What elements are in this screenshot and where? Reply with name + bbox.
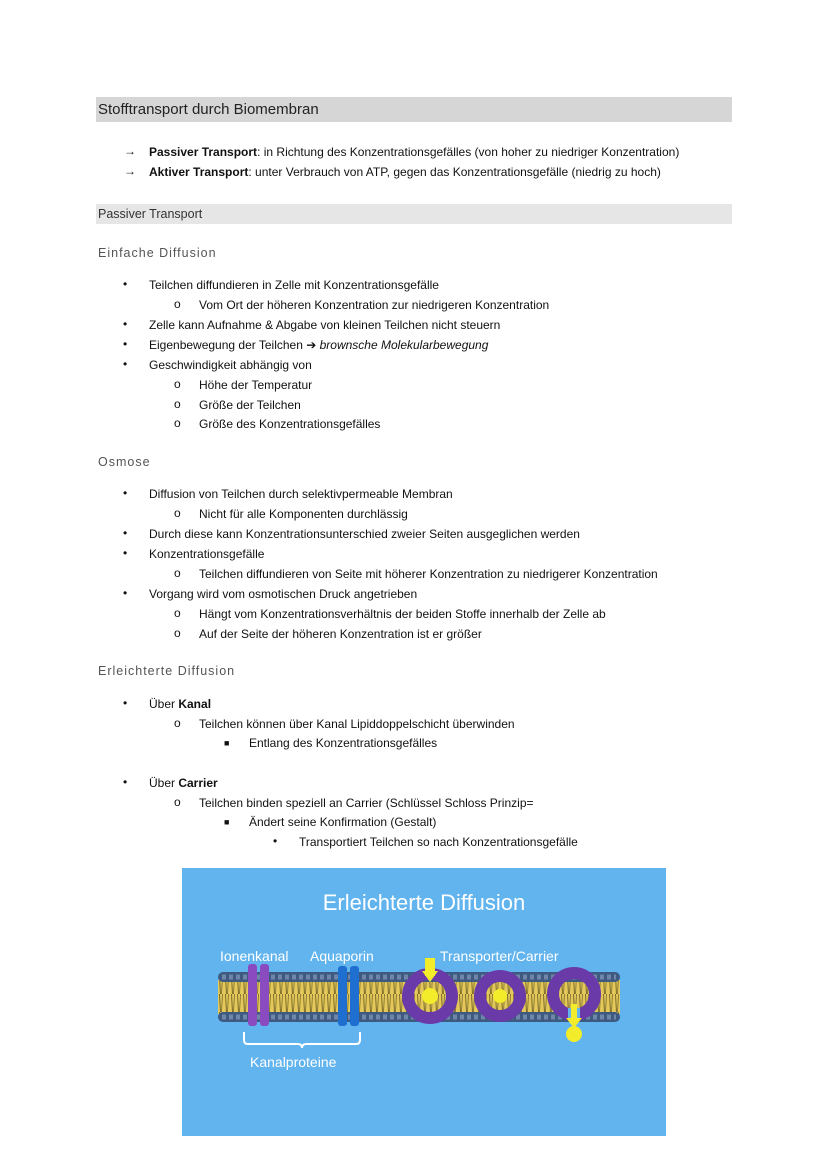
intro-aktiv: Aktiver Transport: unter Verbrauch von ATP, gegen das Konzentrationsgefälle (niedrig zu hoch): [149, 165, 661, 179]
list-item: Vom Ort der höheren Konzentration zur niedrigeren Konzentration: [199, 298, 550, 312]
list-item: Über Carrier: [149, 776, 218, 790]
list-item: Nicht für alle Komponenten durchlässig: [199, 507, 408, 521]
list-item: Größe der Teilchen: [199, 398, 301, 412]
list-item: Diffusion von Teilchen durch selektivpermeable Membran: [149, 487, 453, 501]
bullet-icon: •: [123, 775, 128, 789]
subheading-erleichterte-diffusion: Erleichterte Diffusion: [98, 664, 236, 678]
list-item: Teilchen diffundieren von Seite mit höherer Konzentration zu niedrigerer Konzentration: [199, 567, 658, 581]
label-ionenkanal: Ionenkanal: [220, 948, 289, 964]
circle-bullet-icon: o: [174, 297, 181, 311]
label-aquaporin: Aquaporin: [310, 948, 374, 964]
bullet-icon: •: [123, 546, 128, 560]
list-item: Durch diese kann Konzentrationsunterschied zweier Seiten ausgeglichen werden: [149, 527, 580, 541]
figure-title: Erleichterte Diffusion: [322, 890, 526, 915]
list-item: Teilchen können über Kanal Lipiddoppelschicht überwinden: [199, 717, 515, 731]
label-kanalproteine: Kanalproteine: [250, 1054, 337, 1070]
list-item: Zelle kann Aufnahme & Abgabe von kleinen Teilchen nicht steuern: [149, 318, 501, 332]
carrier-closed-icon: [480, 976, 520, 1016]
circle-bullet-icon: o: [174, 506, 181, 520]
list-item: Teilchen binden speziell an Carrier (Schlüssel Schloss Prinzip=: [199, 796, 534, 810]
section-heading: Passiver Transport: [96, 204, 732, 224]
bullet-icon: •: [123, 337, 128, 351]
bullet-icon: •: [123, 526, 128, 540]
membrane-diagram: [182, 868, 666, 1136]
list-item: Transportiert Teilchen so nach Konzentrationsgefälle: [299, 835, 578, 849]
circle-bullet-icon: o: [174, 397, 181, 411]
label-transporter: Transporter/Carrier: [440, 948, 559, 964]
bullet-icon: •: [123, 357, 128, 371]
circle-bullet-icon: o: [174, 795, 181, 809]
bracket-icon: [244, 1032, 360, 1048]
circle-bullet-icon: o: [174, 566, 181, 580]
bullet-icon: •: [123, 696, 128, 710]
circle-bullet-icon: o: [174, 416, 181, 430]
list-item: Entlang des Konzentrationsgefälles: [249, 736, 438, 750]
list-item: Über Kanal: [149, 697, 212, 711]
circle-bullet-icon: o: [174, 606, 181, 620]
arrow-icon: →: [124, 164, 136, 178]
circle-bullet-icon: o: [174, 716, 181, 730]
bullet-icon: •: [123, 586, 128, 600]
circle-bullet-icon: o: [174, 626, 181, 640]
diffusion-figure: [182, 868, 666, 1136]
page-title: Stofftransport durch Biomembran: [96, 97, 732, 122]
subheading-einfache-diffusion: Einfache Diffusion: [98, 246, 217, 260]
list-item: Ändert seine Konfirmation (Gestalt): [249, 815, 437, 829]
subheading-osmose: Osmose: [98, 455, 151, 469]
list-item: Hängt vom Konzentrationsverhältnis der beiden Stoffe innerhalb der Zelle ab: [199, 607, 606, 621]
square-bullet-icon: ■: [224, 817, 230, 827]
list-item: Auf der Seite der höheren Konzentration ist er größer: [199, 627, 482, 641]
list-item: Höhe der Temperatur: [199, 378, 313, 392]
arrow-right-icon: ➔: [306, 338, 320, 352]
bullet-icon: •: [123, 317, 128, 331]
list-item: Größe des Konzentrationsgefälles: [199, 417, 381, 431]
list-item: Vorgang wird vom osmotischen Druck angetrieben: [149, 587, 418, 601]
circle-bullet-icon: o: [174, 377, 181, 391]
square-bullet-icon: ■: [224, 738, 230, 748]
arrow-icon: →: [124, 144, 136, 158]
bullet-icon: •: [123, 277, 128, 291]
list-item: Teilchen diffundieren in Zelle mit Konzentrationsgefälle: [149, 278, 439, 292]
list-item: Konzentrationsgefälle: [149, 547, 265, 561]
intro-passiv: Passiver Transport: in Richtung des Konzentrationsgefälles (von hoher zu niedriger Konzentration): [149, 145, 680, 159]
list-item: Eigenbewegung der Teilchen ➔ brownsche Molekularbewegung: [149, 338, 489, 352]
list-item: Geschwindigkeit abhängig von: [149, 358, 312, 372]
bullet-icon: •: [123, 486, 128, 500]
bullet-icon: •: [273, 834, 278, 848]
